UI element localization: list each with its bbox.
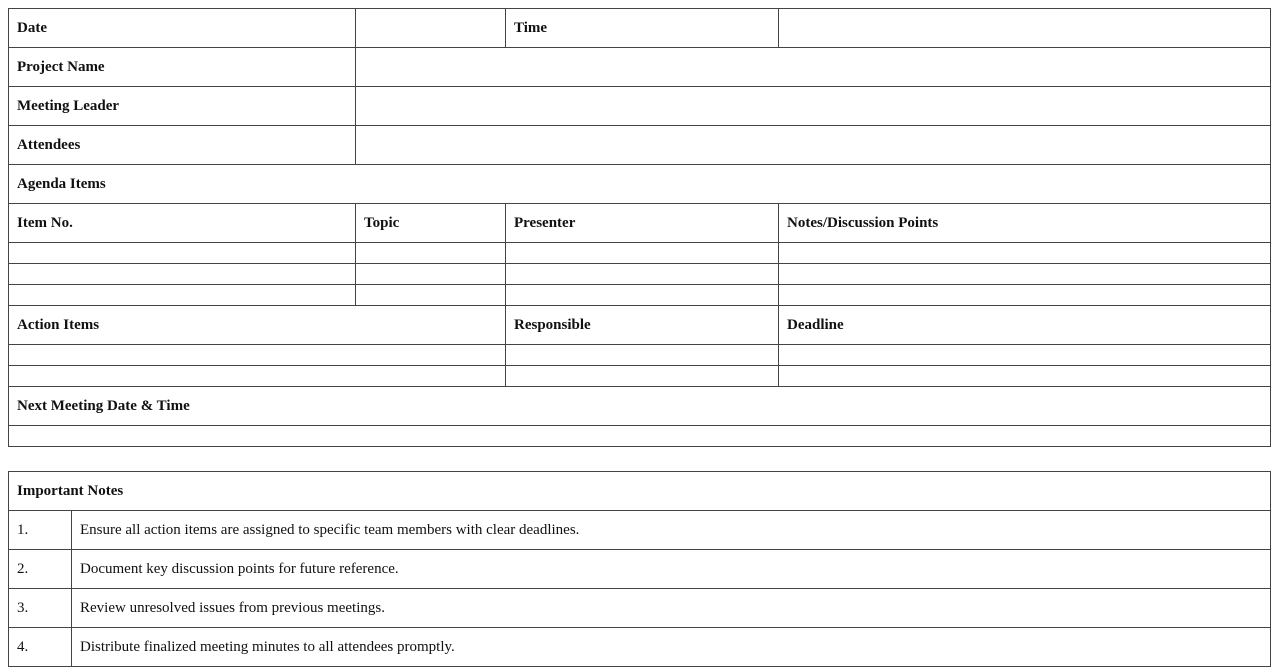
note-row xyxy=(9,550,1271,589)
next-meeting-label: Next Meeting Date & Time xyxy=(9,387,1271,426)
note-number: 2. xyxy=(9,550,72,589)
next-meeting-header-row xyxy=(9,387,1271,426)
action-header-row xyxy=(9,306,1271,345)
agenda-col-presenter: Presenter xyxy=(506,204,779,243)
note-text: Ensure all action items are assigned to specific team members with clear deadlines. xyxy=(72,511,1271,550)
next-meeting-row xyxy=(9,426,1271,447)
important-notes-title: Important Notes xyxy=(9,472,1271,511)
action-deadline-cell[interactable] xyxy=(779,366,1271,387)
agenda-item-no-cell[interactable] xyxy=(9,285,356,306)
project-name-field[interactable] xyxy=(356,48,1271,87)
note-number: 4. xyxy=(9,628,72,667)
agenda-presenter-cell[interactable] xyxy=(506,264,779,285)
agenda-presenter-cell[interactable] xyxy=(506,243,779,264)
agenda-item-no-cell[interactable] xyxy=(9,264,356,285)
agenda-section-row xyxy=(9,165,1271,204)
agenda-col-topic: Topic xyxy=(356,204,506,243)
agenda-section-heading: Agenda Items xyxy=(9,165,1271,204)
agenda-row xyxy=(9,243,1271,264)
note-number: 3. xyxy=(9,589,72,628)
note-text: Review unresolved issues from previous meetings. xyxy=(72,589,1271,628)
agenda-notes-cell[interactable] xyxy=(779,264,1271,285)
action-col-responsible: Responsible xyxy=(506,306,779,345)
note-text: Document key discussion points for future reference. xyxy=(72,550,1271,589)
project-name-label: Project Name xyxy=(9,48,356,87)
meeting-leader-label: Meeting Leader xyxy=(9,87,356,126)
attendees-label: Attendees xyxy=(9,126,356,165)
note-row xyxy=(9,628,1271,667)
action-row xyxy=(9,345,1271,366)
action-responsible-cell[interactable] xyxy=(506,366,779,387)
note-number: 1. xyxy=(9,511,72,550)
agenda-col-notes: Notes/Discussion Points xyxy=(779,204,1271,243)
action-deadline-cell[interactable] xyxy=(779,345,1271,366)
note-row xyxy=(9,511,1271,550)
next-meeting-field[interactable] xyxy=(9,426,1271,447)
date-time-row xyxy=(9,9,1271,48)
agenda-presenter-cell[interactable] xyxy=(506,285,779,306)
action-responsible-cell[interactable] xyxy=(506,345,779,366)
time-field[interactable] xyxy=(779,9,1271,48)
agenda-topic-cell[interactable] xyxy=(356,243,506,264)
project-name-row xyxy=(9,48,1271,87)
action-item-cell[interactable] xyxy=(9,345,506,366)
agenda-row xyxy=(9,264,1271,285)
meeting-leader-row xyxy=(9,87,1271,126)
action-item-cell[interactable] xyxy=(9,366,506,387)
meeting-minutes-table xyxy=(8,8,1271,447)
agenda-notes-cell[interactable] xyxy=(779,243,1271,264)
important-notes-table xyxy=(8,471,1271,667)
action-col-items: Action Items xyxy=(9,306,506,345)
action-row xyxy=(9,366,1271,387)
agenda-topic-cell[interactable] xyxy=(356,285,506,306)
important-notes-header-row xyxy=(9,472,1271,511)
time-label: Time xyxy=(506,9,779,48)
note-row xyxy=(9,589,1271,628)
agenda-col-item-no: Item No. xyxy=(9,204,356,243)
agenda-item-no-cell[interactable] xyxy=(9,243,356,264)
note-text: Distribute finalized meeting minutes to all attendees promptly. xyxy=(72,628,1271,667)
agenda-header-row xyxy=(9,204,1271,243)
action-col-deadline: Deadline xyxy=(779,306,1271,345)
date-label: Date xyxy=(9,9,356,48)
attendees-row xyxy=(9,126,1271,165)
agenda-topic-cell[interactable] xyxy=(356,264,506,285)
meeting-leader-field[interactable] xyxy=(356,87,1271,126)
agenda-row xyxy=(9,285,1271,306)
agenda-notes-cell[interactable] xyxy=(779,285,1271,306)
date-field[interactable] xyxy=(356,9,506,48)
attendees-field[interactable] xyxy=(356,126,1271,165)
